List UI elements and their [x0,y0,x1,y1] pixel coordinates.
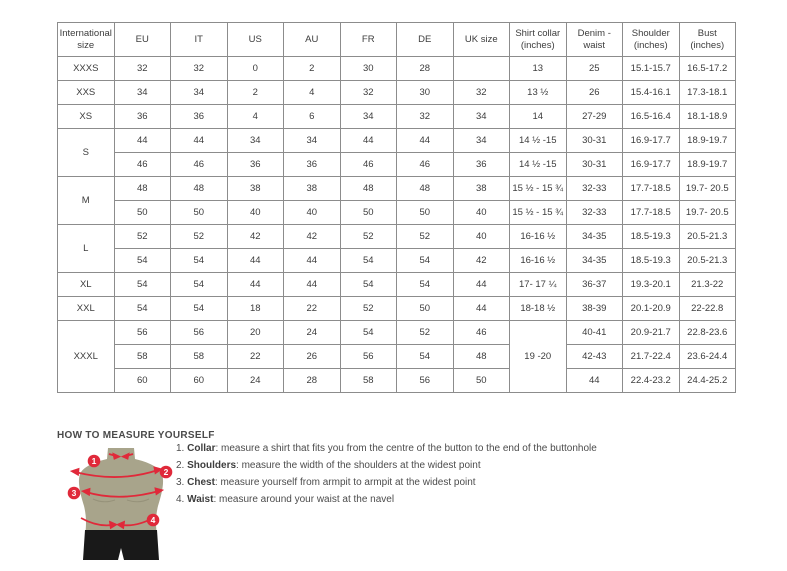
table-cell: XL [58,273,115,297]
measure-item-label: Shoulders [187,460,237,471]
measure-item-label: Waist [187,494,214,505]
table-cell: 18.5-19.3 [623,225,680,249]
table-cell: XS [58,105,115,129]
measure-item-label: Collar [187,443,216,454]
table-cell: 16-16 ½ [510,225,567,249]
table-cell: 46 [453,321,510,345]
table-cell: 32-33 [566,201,623,225]
table-cell: 44 [114,129,171,153]
table-cell: 52 [114,225,171,249]
table-row [58,249,736,273]
table-cell: 38 [453,177,510,201]
table-cell: 19.3-20.1 [623,273,680,297]
table-cell: 52 [397,225,454,249]
table-cell: 20.5-21.3 [679,249,736,273]
badge-waist [147,514,160,527]
table-cell: XXL [58,297,115,321]
table-cell: 44 [397,129,454,153]
table-cell: 50 [340,201,397,225]
table-cell: 20.1-20.9 [623,297,680,321]
table-cell: 30 [340,57,397,81]
size-table [57,22,736,393]
table-cell: 6 [284,105,341,129]
table-cell: 30-31 [566,129,623,153]
table-cell: 44 [227,273,284,297]
mannequin-illustration [55,446,175,566]
table-cell: 18-18 ½ [510,297,567,321]
table-cell: 18.5-19.3 [623,249,680,273]
table-cell: 50 [397,297,454,321]
table-cell: 44 [453,297,510,321]
table-cell: 34 [114,81,171,105]
table-cell: 40-41 [566,321,623,345]
table-cell: 44 [227,249,284,273]
table-cell: 2 [227,81,284,105]
table-cell: 38-39 [566,297,623,321]
table-cell: 38 [284,177,341,201]
table-cell: 46 [171,153,228,177]
table-cell: 58 [340,369,397,393]
table-cell: 58 [171,345,228,369]
header-row [58,23,736,57]
table-cell: 32 [171,57,228,81]
table-cell: 48 [114,177,171,201]
table-cell: 48 [340,177,397,201]
table-cell: 48 [171,177,228,201]
table-cell: 34 [453,105,510,129]
measure-item-text: : measure yourself from armpit to armpit at the widest point [214,477,476,488]
table-cell: 56 [397,369,454,393]
table-cell: 32 [397,105,454,129]
header-cell: IT [171,23,228,57]
measure-item-text: : measure the width of the shoulders at the widest point [236,460,481,471]
table-cell: 20.5-21.3 [679,225,736,249]
table-cell: 18.1-18.9 [679,105,736,129]
table-cell: 54 [114,249,171,273]
header-cell: UK size [453,23,510,57]
table-cell: 22-22.8 [679,297,736,321]
table-cell: 16.9-17.7 [623,153,680,177]
table-row [58,129,736,153]
table-cell: 22 [227,345,284,369]
measure-item-number: 4. [176,494,185,505]
header-cell: Shirt collar (inches) [510,23,567,57]
svg-text:4: 4 [150,515,156,525]
table-cell: 42 [227,225,284,249]
table-cell: 40 [453,201,510,225]
table-cell: 56 [171,321,228,345]
table-cell: 50 [171,201,228,225]
table-cell: 21.3-22 [679,273,736,297]
measure-item-label: Chest [187,477,215,488]
table-cell: 16.5-16.4 [623,105,680,129]
table-cell: 36 [171,105,228,129]
header-cell: DE [397,23,454,57]
table-cell: 2 [284,57,341,81]
table-cell: 19.7- 20.5 [679,177,736,201]
table-cell: 34 [171,81,228,105]
table-cell: L [58,225,115,273]
table-cell: 32 [453,81,510,105]
badge-shoulders [160,466,173,479]
table-row [58,105,736,129]
table-cell: 58 [114,345,171,369]
table-cell: 54 [397,249,454,273]
table-cell: 40 [284,201,341,225]
table-cell: 24 [227,369,284,393]
table-cell: 17.3-18.1 [679,81,736,105]
table-cell: 52 [340,225,397,249]
measure-item-number: 3. [176,477,185,488]
table-cell: 15 ½ - 15 ¾ [510,177,567,201]
table-cell: 20.9-21.7 [623,321,680,345]
table-cell: 54 [340,321,397,345]
table-cell: 50 [114,201,171,225]
header-cell: International size [58,23,115,57]
table-row [58,297,736,321]
size-table-body [58,57,736,393]
table-cell: 34 [340,105,397,129]
table-cell: 15.1-15.7 [623,57,680,81]
table-cell: 14 [510,105,567,129]
table-cell: 54 [340,249,397,273]
table-cell: 44 [171,129,228,153]
table-cell: 60 [114,369,171,393]
table-cell: 54 [114,297,171,321]
table-cell: 44 [453,273,510,297]
table-cell: 34-35 [566,225,623,249]
table-cell: 20 [227,321,284,345]
badge-collar [88,455,101,468]
header-cell: EU [114,23,171,57]
table-cell: 46 [340,153,397,177]
table-cell: 42 [284,225,341,249]
table-row [58,345,736,369]
table-row [58,321,736,345]
table-cell: 50 [453,369,510,393]
table-cell: 54 [171,273,228,297]
table-cell: 36 [114,105,171,129]
table-cell: 22.8-23.6 [679,321,736,345]
table-cell: 48 [453,345,510,369]
table-cell: 36-37 [566,273,623,297]
table-cell: 17.7-18.5 [623,177,680,201]
table-cell: 56 [114,321,171,345]
table-cell: 40 [227,201,284,225]
table-cell: 0 [227,57,284,81]
table-cell: 17.7-18.5 [623,201,680,225]
table-cell: 48 [397,177,454,201]
table-cell: 13 ½ [510,81,567,105]
header-cell: Bust (inches) [679,23,736,57]
size-table-head [58,23,736,57]
table-cell: 44 [566,369,623,393]
table-row [58,273,736,297]
table-cell: 19.7- 20.5 [679,201,736,225]
table-cell: 38 [227,177,284,201]
table-cell: S [58,129,115,177]
table-cell: 18 [227,297,284,321]
table-cell: 54 [397,273,454,297]
table-cell: 32 [340,81,397,105]
table-cell: 34 [284,129,341,153]
table-cell: 56 [340,345,397,369]
table-cell: 44 [284,273,341,297]
table-cell: 54 [397,345,454,369]
table-cell: 18.9-19.7 [679,153,736,177]
measure-item-text: : measure around your waist at the navel [213,494,395,505]
table-cell: 42 [453,249,510,273]
table-cell: 42-43 [566,345,623,369]
table-cell: 18.9-19.7 [679,129,736,153]
measure-item-text: : measure a shirt that fits you from the centre of the button to the end of the buttonhole [215,443,597,454]
header-cell: Shoulder (inches) [623,23,680,57]
measure-item-number: 2. [176,460,185,471]
measure-item-number: 1. [176,443,185,454]
shorts [83,530,159,560]
table-cell: 32 [114,57,171,81]
table-cell: 54 [340,273,397,297]
table-cell: 23.6-24.4 [679,345,736,369]
measure-list [176,443,597,511]
svg-text:3: 3 [71,488,77,498]
table-cell [453,57,510,81]
table-cell: 52 [171,225,228,249]
table-cell: 50 [397,201,454,225]
table-cell: 26 [566,81,623,105]
table-cell: 22.4-23.2 [623,369,680,393]
svg-text:2: 2 [163,467,169,477]
table-cell: 19 -20 [510,321,567,393]
table-row [58,81,736,105]
table-cell: 25 [566,57,623,81]
table-cell: 34 [453,129,510,153]
table-cell: 52 [397,321,454,345]
header-cell: FR [340,23,397,57]
table-cell: XXXS [58,57,115,81]
table-cell: 54 [114,273,171,297]
table-cell: 15 ½ - 15 ¾ [510,201,567,225]
header-cell: AU [284,23,341,57]
table-cell: 30-31 [566,153,623,177]
table-cell: M [58,177,115,225]
table-cell: 28 [284,369,341,393]
table-cell: 60 [171,369,228,393]
table-cell: 4 [284,81,341,105]
table-cell: XXXL [58,321,115,393]
table-row [58,201,736,225]
table-cell: 36 [453,153,510,177]
table-cell: 24 [284,321,341,345]
table-cell: 21.7-22.4 [623,345,680,369]
table-cell: 15.4-16.1 [623,81,680,105]
table-cell: 16-16 ½ [510,249,567,273]
mannequin-figure [55,446,175,566]
table-cell: 32-33 [566,177,623,201]
table-cell: 17- 17 ¼ [510,273,567,297]
table-cell: 36 [227,153,284,177]
table-cell: 24.4-25.2 [679,369,736,393]
badge-chest [68,487,81,500]
header-cell: Denim - waist [566,23,623,57]
svg-text:1: 1 [91,456,97,466]
table-cell: 34 [227,129,284,153]
table-cell: 14 ½ -15 [510,153,567,177]
table-cell: 46 [397,153,454,177]
measure-item-chest [176,477,597,488]
table-cell: 36 [284,153,341,177]
table-cell: 16.9-17.7 [623,129,680,153]
table-row [58,153,736,177]
measure-item-shoulders [176,460,597,471]
table-cell: 34-35 [566,249,623,273]
table-cell: 14 ½ -15 [510,129,567,153]
table-cell: 26 [284,345,341,369]
measure-item-collar [176,443,597,454]
table-cell: 16.5-17.2 [679,57,736,81]
table-cell: 44 [340,129,397,153]
table-row [58,177,736,201]
table-cell: 40 [453,225,510,249]
table-cell: XXS [58,81,115,105]
table-row [58,225,736,249]
header-cell: US [227,23,284,57]
table-cell: 46 [114,153,171,177]
table-row [58,57,736,81]
table-cell: 52 [340,297,397,321]
table-cell: 4 [227,105,284,129]
table-cell: 27-29 [566,105,623,129]
table-cell: 13 [510,57,567,81]
table-cell: 30 [397,81,454,105]
table-cell: 54 [171,297,228,321]
table-cell: 54 [171,249,228,273]
table-row [58,369,736,393]
measure-item-waist [176,494,597,505]
table-cell: 28 [397,57,454,81]
measure-heading: HOW TO MEASURE YOURSELF [57,430,215,441]
table-cell: 44 [284,249,341,273]
table-cell: 22 [284,297,341,321]
